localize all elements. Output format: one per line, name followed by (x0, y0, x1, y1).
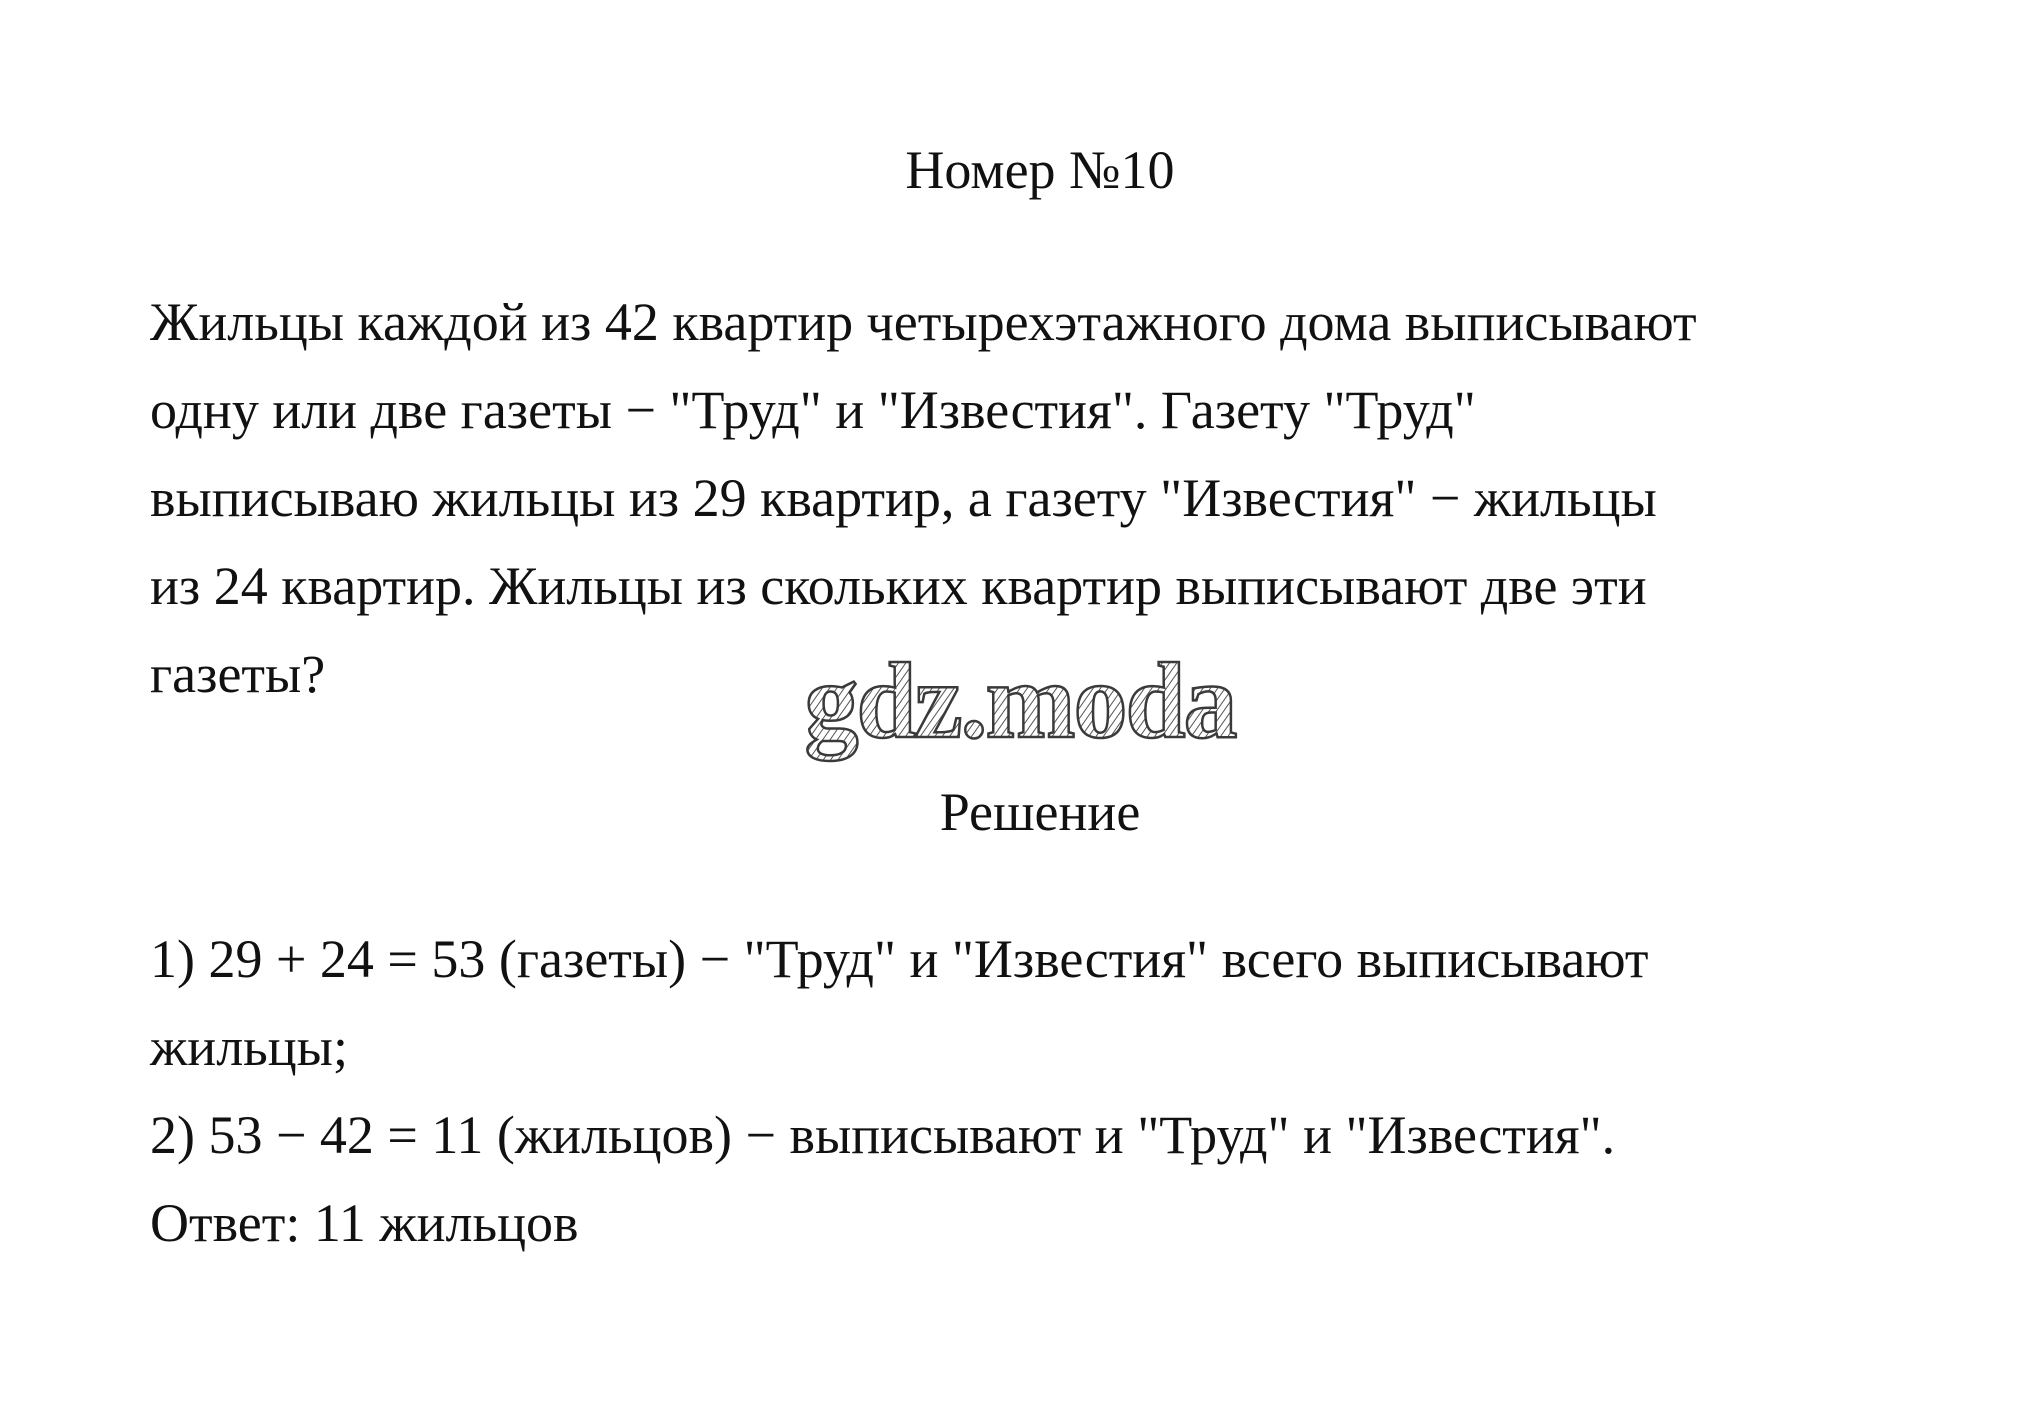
watermark-logo (720, 645, 1320, 765)
problem-line: из 24 квартир. Жильцы из скольких квартир выписывают две эти (150, 556, 1647, 616)
solution-line: 1) 29 + 24 = 53 (газеты) − "Труд" и "Известия" всего выписывают (150, 929, 1649, 989)
problem-line: одну или две газеты − "Труд" и "Известия". Газету "Труд" (150, 380, 1476, 440)
problem-line: выписываю жильцы из 29 квартир, а газету "Известия" − жильцы (150, 468, 1657, 528)
solution-steps (150, 915, 1950, 1267)
page-title: Номер №10 (905, 140, 1175, 200)
problem-line: Жильцы каждой из 42 квартир четырехэтажного дома выписывают (150, 292, 1697, 352)
problem-line: газеты? (150, 644, 326, 704)
watermark-text: gdz.moda (804, 645, 1236, 761)
answer-line: Ответ: 11 жильцов (150, 1193, 579, 1253)
solution-heading: Решение (939, 782, 1141, 842)
solution-line: жильцы; (150, 1017, 348, 1077)
solution-line: 2) 53 − 42 = 11 (жильцов) − выписывают и "Труд" и "Известия". (150, 1105, 1616, 1165)
